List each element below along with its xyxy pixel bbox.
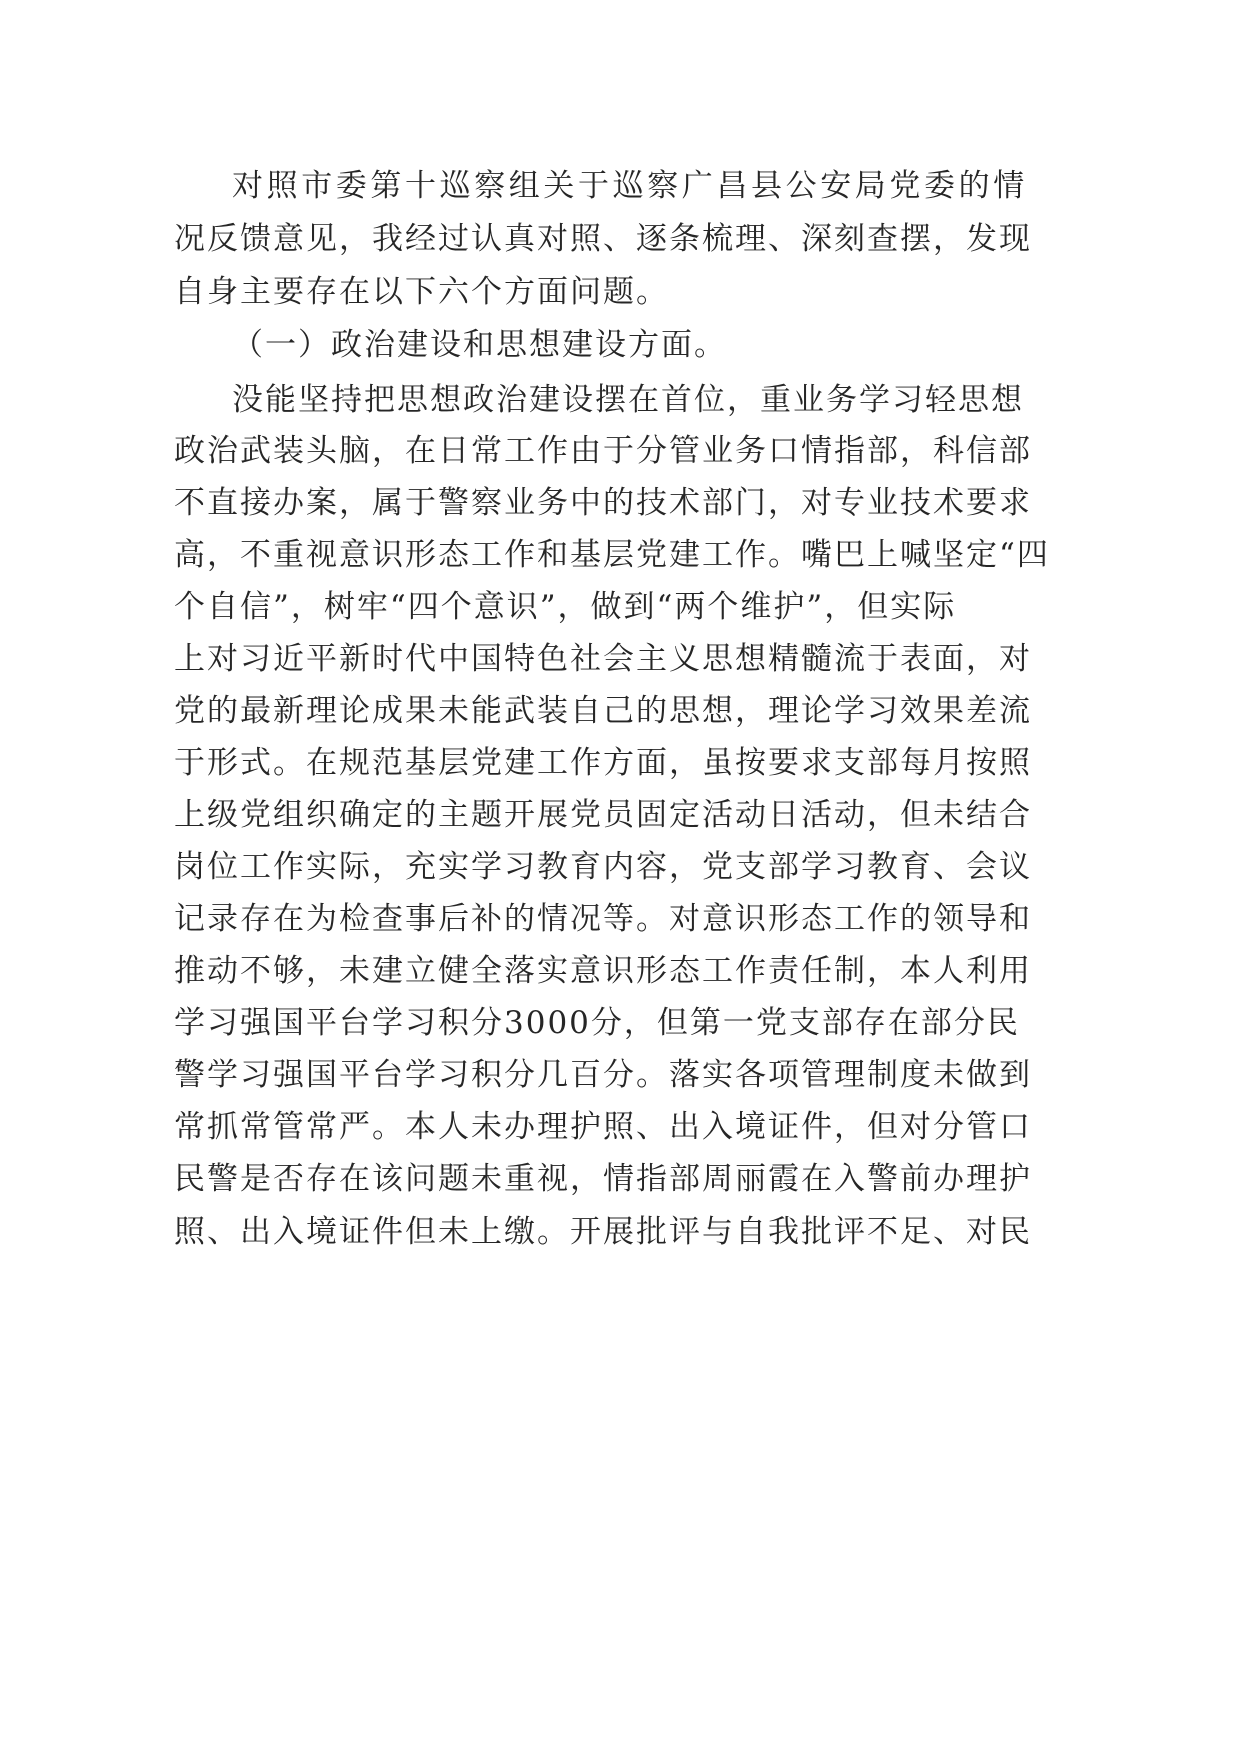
body-line-10: 岗位工作实际，充实学习教育内容，党支部学习教育、会议 — [174, 849, 1032, 885]
section-heading: （一）政治建设和思想建设方面。 — [232, 327, 727, 363]
body-line-6: 上对习近平新时代中国特色社会主义思想精髓流于表面，对 — [174, 641, 1032, 677]
intro-line-1: 对照市委第十巡察组关于巡察广昌县公安局党委的情 — [232, 168, 1028, 204]
body-line-16: 民警是否存在该问题未重视，情指部周丽霞在入警前办理护 — [174, 1161, 1032, 1197]
body-line-11: 记录存在为检查事后补的情况等。对意识形态工作的领导和 — [174, 901, 1032, 937]
intro-line-2: 况反馈意见，我经过认真对照、逐条梳理、深刻查摆，发现 — [174, 221, 1032, 257]
body-line-12: 推动不够，未建立健全落实意识形态工作责任制，本人利用 — [174, 953, 1032, 989]
body-line-17: 照、出入境证件但未上缴。开展批评与自我批评不足、对民 — [174, 1214, 1032, 1250]
body-line-7: 党的最新理论成果未能武装自己的思想，理论学习效果差流 — [174, 693, 1032, 729]
body-line-2: 政治武装头脑，在日常工作由于分管业务口情指部，科信部 — [174, 433, 1032, 469]
body-line-15: 常抓常管常严。本人未办理护照、出入境证件，但对分管口 — [174, 1109, 1032, 1145]
body-line-5: 个自信”，树牢“四个意识”，做到“两个维护”，但实际 — [174, 589, 957, 625]
body-line-8: 于形式。在规范基层党建工作方面，虽按要求支部每月按照 — [174, 745, 1032, 781]
body-line-14: 警学习强国平台学习积分几百分。落实各项管理制度未做到 — [174, 1057, 1032, 1093]
body-line-1: 没能坚持把思想政治建设摆在首位，重业务学习轻思想 — [232, 382, 1024, 418]
body-line-4: 高，不重视意识形态工作和基层党建工作。嘴巴上喊坚定“四 — [174, 537, 1050, 573]
body-line-9: 上级党组织确定的主题开展党员固定活动日活动，但未结合 — [174, 797, 1032, 833]
body-line-3: 不直接办案，属于警察业务中的技术部门，对专业技术要求 — [174, 485, 1032, 521]
intro-line-3: 自身主要存在以下六个方面问题。 — [174, 274, 669, 310]
body-line-13: 学习强国平台学习积分3000分，但第一党支部存在部分民 — [174, 1005, 1020, 1041]
